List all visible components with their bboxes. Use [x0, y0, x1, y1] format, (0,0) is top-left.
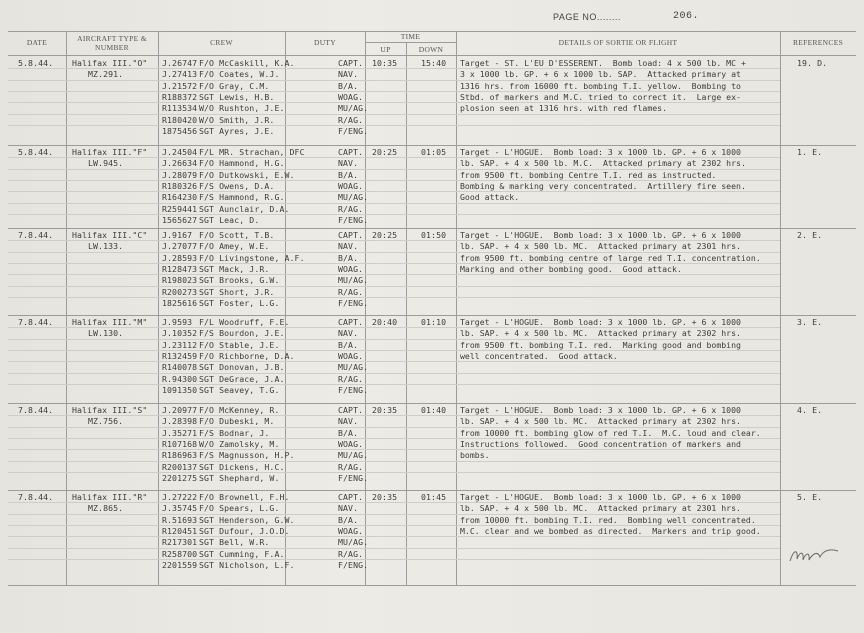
crew-name: SGT Mack, J.R. — [199, 263, 270, 274]
details-line: from 9500 ft. bombing T.I. red. Marking good and bombing — [460, 339, 741, 350]
crew-rule — [8, 472, 780, 473]
reference: 3. E. — [797, 317, 823, 327]
crew-number: J.27077 — [162, 241, 198, 252]
crew-name: F/O McCaskill, K.A. — [199, 58, 295, 68]
crew-name: SGT Henderson, G.W. — [199, 514, 295, 525]
crew-duty: CAPT. — [338, 230, 364, 240]
crew-duty: MU/AG. — [338, 450, 369, 461]
crew-duty: B/A. — [338, 514, 359, 525]
crew-name: F/O Dutkowski, E.W. — [199, 169, 295, 180]
crew-name: SGT Leac, D. — [199, 214, 260, 225]
crew-duty: B/A. — [338, 427, 359, 438]
details-line: from 9500 ft. bombing Centre T.I. red as instructed. — [460, 169, 717, 180]
crew-number: R132459 — [162, 350, 198, 361]
crew-name: F/L Woodruff, F.E. — [199, 317, 290, 327]
aircraft-line: Halifax III."C" — [72, 230, 148, 240]
crew-number: J.28079 — [162, 169, 198, 180]
details-line: from 10000 ft. bombing glow of red T.I. M.C. loud and clear. — [460, 427, 761, 438]
header-aircraft: AIRCRAFT TYPE & NUMBER — [77, 34, 147, 52]
crew-name: F/O Hammond, H.G. — [199, 158, 285, 169]
crew-duty: F/ENG. — [338, 214, 369, 225]
crew-duty: MU/AG. — [338, 275, 369, 286]
crew-name: F/S Bodnar, J. — [199, 427, 270, 438]
sortie-date: 7.8.44. — [18, 230, 54, 240]
time-down: 01:40 — [421, 405, 447, 415]
table-bottom-border — [8, 585, 856, 586]
sortie-separator — [8, 490, 856, 491]
crew-number: R180326 — [162, 180, 198, 191]
aircraft-line: MZ.291. — [88, 69, 124, 80]
header-references: REFERENCES — [792, 38, 844, 47]
aircraft-line: Halifax III."O" — [72, 58, 148, 68]
sortie-separator — [8, 228, 856, 229]
header-bottom-border — [8, 55, 856, 56]
details-line: Target - ST. L'EU D'ESSERENT. Bomb load: 4 x 500 lb. MC + — [460, 58, 746, 68]
crew-number: J.27413 — [162, 69, 198, 80]
time-up: 20:35 — [372, 492, 398, 502]
header-duty: DUTY — [313, 38, 337, 47]
reference: 19. D. — [797, 58, 828, 68]
crew-name: SGT Ayres, J.E. — [199, 125, 275, 136]
crew-number: 1825616 — [162, 297, 198, 308]
crew-duty: MU/AG. — [338, 362, 369, 373]
crew-number: R.94300 — [162, 373, 198, 384]
crew-name: SGT Nicholson, L.F. — [199, 559, 295, 570]
crew-number: J.9593 — [162, 317, 193, 327]
crew-duty: B/A. — [338, 339, 359, 350]
crew-number: R198023 — [162, 275, 198, 286]
crew-name: SGT Shephard, W. — [199, 472, 280, 483]
crew-number: R120451 — [162, 525, 198, 536]
crew-number: J.20977 — [162, 405, 198, 415]
crew-duty: WOAG. — [338, 438, 364, 449]
time-down: 01:10 — [421, 317, 447, 327]
details-line: M.C. clear and we bombed as directed. Markers and trip good. — [460, 525, 761, 536]
initials-signature — [788, 545, 840, 565]
header-crew: CREW — [210, 38, 233, 47]
crew-number: R186963 — [162, 450, 198, 461]
crew-rule — [8, 203, 780, 204]
crew-name: F/S Bourdon, J.E. — [199, 328, 285, 339]
crew-name: SGT Short, J.R. — [199, 286, 275, 297]
details-line: Target - L'HOGUE. Bomb load: 3 x 1000 lb. GP. + 6 x 1000 — [460, 317, 741, 327]
crew-duty: NAV. — [338, 503, 359, 514]
time-down: 01:45 — [421, 492, 447, 502]
time-header-divider — [365, 42, 456, 43]
details-line: 1316 hrs. from 16000 ft. bombing T.I. yellow. Bombing to — [460, 80, 741, 91]
crew-name: F/O Stable, J.E. — [199, 339, 280, 350]
time-up: 10:35 — [372, 58, 398, 68]
sortie-separator — [8, 403, 856, 404]
details-line: Stbd. of markers and M.C. tried to correct it. Large ex- — [460, 91, 741, 102]
details-line: Marking and other bombing good. Good attack. — [460, 263, 682, 274]
details-line: bombs. — [460, 450, 490, 461]
crew-number: J.35745 — [162, 503, 198, 514]
crew-number: R188372 — [162, 91, 198, 102]
crew-name: F/O Brownell, F.H. — [199, 492, 290, 502]
aircraft-line: Halifax III."M" — [72, 317, 148, 327]
sortie-separator — [8, 315, 856, 316]
crew-rule — [8, 214, 780, 215]
header-down: DOWN — [418, 45, 444, 54]
details-line: lb. SAP. + 4 x 500 lb. M.C. Attacked primary at 2302 hrs. — [460, 158, 746, 169]
crew-number: J.26747 — [162, 58, 198, 68]
crew-number: J.23112 — [162, 339, 198, 350]
crew-number: R258700 — [162, 548, 198, 559]
crew-name: F/O McKenney, R. — [199, 405, 280, 415]
header-details: DETAILS OF SORTIE OR FLIGHT — [558, 38, 678, 47]
crew-duty: R/AG. — [338, 461, 364, 472]
details-line: Target - L'HOGUE. Bomb load: 3 x 1000 lb. GP. + 6 x 1000 — [460, 230, 741, 240]
crew-number: R113534 — [162, 103, 198, 114]
crew-duty: R/AG. — [338, 373, 364, 384]
time-up: 20:35 — [372, 405, 398, 415]
crew-name: SGT Foster, L.G. — [199, 297, 280, 308]
time-down: 01:05 — [421, 147, 447, 157]
crew-name: F/O Amey, W.E. — [199, 241, 270, 252]
crew-duty: F/ENG. — [338, 559, 369, 570]
crew-duty: NAV. — [338, 158, 359, 169]
crew-duty: R/AG. — [338, 203, 364, 214]
reference: 1. E. — [797, 147, 823, 157]
crew-duty: B/A. — [338, 169, 359, 180]
details-line: lb. SAP. + 4 x 500 lb. MC. Attacked primary at 2301 hrs. — [460, 241, 741, 252]
crew-duty: NAV. — [338, 69, 359, 80]
crew-duty: F/ENG. — [338, 297, 369, 308]
crew-number: J.27222 — [162, 492, 198, 502]
crew-rule — [8, 297, 780, 298]
aircraft-line: Halifax III."F" — [72, 147, 148, 157]
sortie-separator — [8, 145, 856, 146]
details-line: Target - L'HOGUE. Bomb load: 3 x 1000 lb. GP. + 6 x 1000 — [460, 147, 741, 157]
crew-name: SGT Aunclair, D.A. — [199, 203, 290, 214]
aircraft-line: MZ.756. — [88, 416, 124, 427]
crew-rule — [8, 361, 780, 362]
crew-number: R217301 — [162, 537, 198, 548]
crew-number: R259441 — [162, 203, 198, 214]
crew-duty: MU/AG. — [338, 192, 369, 203]
crew-name: F/O Scott, T.B. — [199, 230, 275, 240]
crew-name: F/O Coates, W.J. — [199, 69, 280, 80]
reference: 5. E. — [797, 492, 823, 502]
crew-number: J.35271 — [162, 427, 198, 438]
col-divider — [780, 31, 781, 586]
col-divider — [406, 42, 407, 586]
crew-duty: F/ENG. — [338, 384, 369, 395]
crew-number: J.24504 — [162, 147, 198, 157]
crew-duty: WOAG. — [338, 263, 364, 274]
details-line: 3 x 1000 lb. GP. + 6 x 1000 lb. SAP. Attacked primary at — [460, 69, 741, 80]
page-number-label — [553, 11, 700, 22]
crew-duty: WOAG. — [338, 525, 364, 536]
crew-duty: B/A. — [338, 252, 359, 263]
crew-number: J.9167 — [162, 230, 193, 240]
crew-number: R140078 — [162, 362, 198, 373]
crew-name: SGT Brooks, G.W. — [199, 275, 280, 286]
crew-name: F/S Owens, D.A. — [199, 180, 275, 191]
crew-number: J.28593 — [162, 252, 198, 263]
details-line: Target - L'HOGUE. Bomb load: 3 x 1000 lb. GP. + 6 x 1000 — [460, 492, 741, 502]
crew-duty: NAV. — [338, 416, 359, 427]
aircraft-line: Halifax III."S" — [72, 405, 148, 415]
crew-rule — [8, 461, 780, 462]
crew-name: W/O Smith, J.R. — [199, 114, 275, 125]
crew-rule — [8, 373, 780, 374]
header-time: TIME — [400, 32, 421, 41]
crew-number: J.28398 — [162, 416, 198, 427]
crew-name: F/L MR. Strachan, DFC — [199, 147, 305, 157]
crew-name: F/O Dubeski, M. — [199, 416, 275, 427]
crew-number: R200273 — [162, 286, 198, 297]
crew-duty: CAPT. — [338, 317, 364, 327]
crew-number: 2201559 — [162, 559, 198, 570]
crew-rule — [8, 286, 780, 287]
crew-number: 1565627 — [162, 214, 198, 225]
crew-name: SGT Dufour, J.O.D. — [199, 525, 290, 536]
crew-duty: WOAG. — [338, 180, 364, 191]
details-line: Instructions followed. Good concentration of markers and — [460, 438, 741, 449]
crew-rule — [8, 125, 780, 126]
crew-name: F/O Richborne, D.A. — [199, 350, 295, 361]
aircraft-line: MZ.865. — [88, 503, 124, 514]
crew-duty: CAPT. — [338, 405, 364, 415]
sortie-date: 7.8.44. — [18, 492, 54, 502]
header-date: DATE — [26, 38, 48, 47]
crew-number: R.51693 — [162, 514, 198, 525]
crew-duty: R/AG. — [338, 286, 364, 297]
crew-name: SGT Dickens, H.C. — [199, 461, 285, 472]
crew-number: 1091350 — [162, 384, 198, 395]
time-up: 20:40 — [372, 317, 398, 327]
crew-name: F/S Hammond, R.G. — [199, 192, 285, 203]
crew-name: SGT DeGrace, J.A. — [199, 373, 285, 384]
crew-number: R164230 — [162, 192, 198, 203]
crew-name: F/S Magnusson, H.P. — [199, 450, 295, 461]
details-line: from 10000 ft. bombing T.I. red. Bombing well concentrated. — [460, 514, 756, 525]
details-line: well concentrated. Good attack. — [460, 350, 618, 361]
crew-duty: CAPT. — [338, 58, 364, 68]
sortie-date: 7.8.44. — [18, 405, 54, 415]
crew-name: F/O Gray, C.M. — [199, 80, 270, 91]
details-line: from 9500 ft. bombing centre of large red T.I. concentration. — [460, 252, 761, 263]
sortie-date: 5.8.44. — [18, 58, 54, 68]
crew-duty: NAV. — [338, 328, 359, 339]
crew-rule — [8, 384, 780, 385]
sortie-date: 7.8.44. — [18, 317, 54, 327]
crew-duty: NAV. — [338, 241, 359, 252]
crew-number: R180420 — [162, 114, 198, 125]
crew-name: W/O Rushton, J.E. — [199, 103, 285, 114]
crew-duty: B/A. — [338, 80, 359, 91]
crew-number: J.26634 — [162, 158, 198, 169]
aircraft-line: LW.133. — [88, 241, 124, 252]
aircraft-line: Halifax III."R" — [72, 492, 148, 502]
details-line: Good attack. — [460, 192, 520, 203]
reference: 4. E. — [797, 405, 823, 415]
crew-duty: R/AG. — [338, 548, 364, 559]
crew-name: SGT Lewis, H.B. — [199, 91, 275, 102]
crew-duty: WOAG. — [338, 91, 364, 102]
crew-name: SGT Bell, W.R. — [199, 537, 270, 548]
details-line: Target - L'HOGUE. Bomb load: 3 x 1000 lb. GP. + 6 x 1000 — [460, 405, 741, 415]
crew-number: R107168 — [162, 438, 198, 449]
crew-duty: MU/AG. — [338, 537, 369, 548]
time-down: 01:50 — [421, 230, 447, 240]
crew-rule — [8, 559, 780, 560]
crew-duty: MU/AG. — [338, 103, 369, 114]
page-number: 206. — [673, 11, 700, 22]
crew-duty: CAPT. — [338, 147, 364, 157]
crew-name: SGT Seavey, T.G. — [199, 384, 280, 395]
crew-number: 1875456 — [162, 125, 198, 136]
details-line: plosion seen at 1316 hrs. with red flames. — [460, 103, 668, 114]
header-up: UP — [380, 45, 391, 54]
crew-number: R128473 — [162, 263, 198, 274]
crew-duty: R/AG. — [338, 114, 364, 125]
crew-rule — [8, 548, 780, 549]
aircraft-line: LW.130. — [88, 328, 124, 339]
crew-number: J.21572 — [162, 80, 198, 91]
crew-number: R200137 — [162, 461, 198, 472]
time-up: 20:25 — [372, 147, 398, 157]
aircraft-line: LW.945. — [88, 158, 124, 169]
time-up: 20:25 — [372, 230, 398, 240]
crew-name: W/O Zamolsky, M. — [199, 438, 280, 449]
page-label: PAGE NO........ — [553, 12, 621, 22]
sortie-date: 5.8.44. — [18, 147, 54, 157]
crew-duty: WOAG. — [338, 350, 364, 361]
reference: 2. E. — [797, 230, 823, 240]
crew-duty: F/ENG. — [338, 472, 369, 483]
crew-name: F/O Livingstone, A.F. — [199, 252, 305, 263]
time-down: 15:40 — [421, 58, 447, 68]
details-line: lb. SAP. + 4 x 500 lb. MC. Attacked primary at 2302 hrs. — [460, 416, 741, 427]
crew-name: SGT Cumming, F.A. — [199, 548, 285, 559]
crew-duty: F/ENG. — [338, 125, 369, 136]
crew-name: SGT Donovan, J.B. — [199, 362, 285, 373]
details-line: lb. SAP. + 4 x 500 lb. MC. Attacked primary at 2302 hrs. — [460, 328, 741, 339]
crew-number: J.10352 — [162, 328, 198, 339]
details-line: Bombing & marking very concentrated. Artillery fire seen. — [460, 180, 746, 191]
crew-duty: CAPT. — [338, 492, 364, 502]
crew-number: 2201275 — [162, 472, 198, 483]
crew-name: F/O Spears, L.G. — [199, 503, 280, 514]
details-line: lb. SAP. + 4 x 500 lb. MC. Attacked primary at 2301 hrs. — [460, 503, 741, 514]
